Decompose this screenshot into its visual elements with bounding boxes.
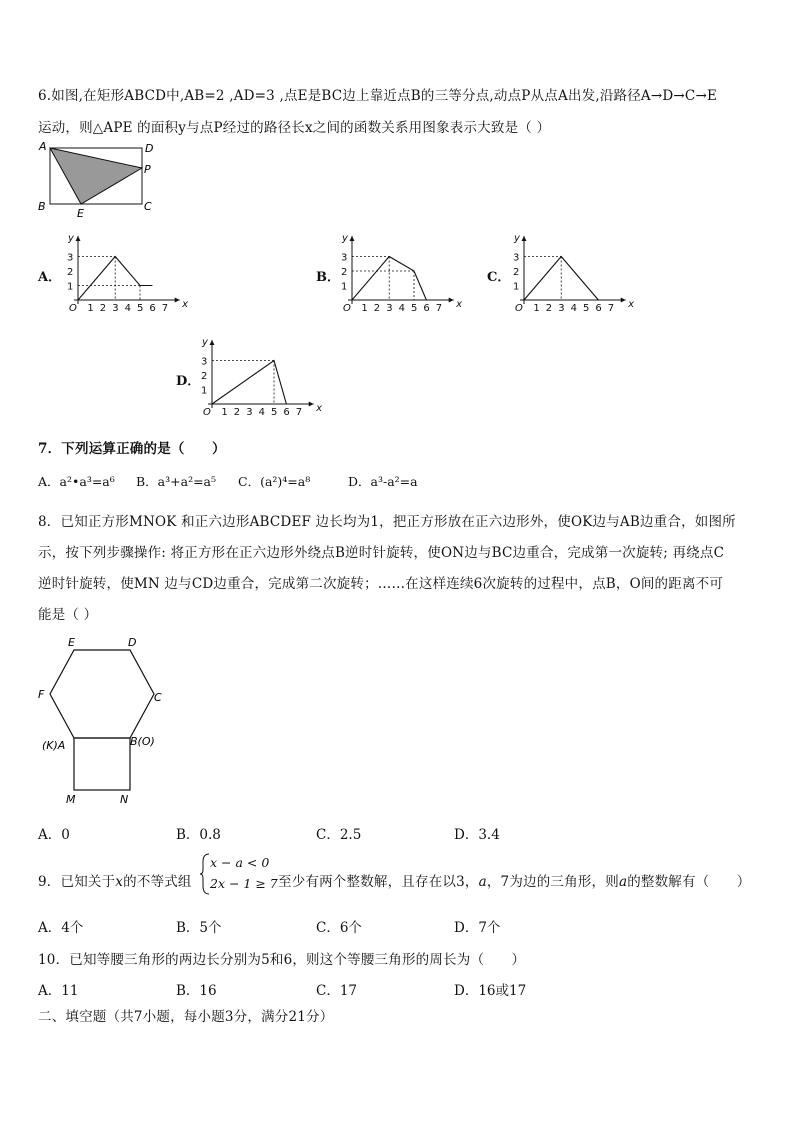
x-axis-label: x xyxy=(456,299,463,310)
q9-var-a2: a xyxy=(618,874,628,890)
q9-ineq1: x − a < 0 xyxy=(210,855,270,870)
q9-post1: 至少有两个整数解，且存在以3， xyxy=(278,874,479,890)
x-tick-label: 5 xyxy=(583,303,590,314)
x-tick-label: 4 xyxy=(398,303,405,314)
q6-rectangle-figure xyxy=(36,138,166,220)
q8-label-BO: B(O) xyxy=(130,735,155,748)
q6-stem-line1: 6.如图,在矩形ABCD中,AB=2 ,AD=3 ,点E是BC边上靠近点B的三等分点,动点P从点A出发,沿路径A→D→C→E xyxy=(38,88,718,104)
x-tick-label: 4 xyxy=(124,303,131,314)
q6-stem-line2: 运动，则△APE 的面积y与点P经过的路径长x之间的函数关系用图象表示大致是（ ） xyxy=(38,120,551,136)
y-tick-label: 2 xyxy=(513,267,520,278)
x-tick-label: 3 xyxy=(386,303,393,314)
y-tick-label: 3 xyxy=(513,252,520,264)
q8-hexagon-square-figure xyxy=(34,632,174,810)
q9-option-b[interactable]: B．5个 xyxy=(176,920,222,936)
x-axis-label: x xyxy=(628,299,635,310)
q6-option-d-graph xyxy=(194,334,324,422)
x-axis-label: x xyxy=(316,403,323,414)
q6-option-c-label[interactable]: C． xyxy=(487,270,511,285)
q6-option-a-graph xyxy=(60,230,190,318)
q10-option-b[interactable]: B．16 xyxy=(176,983,217,999)
x-tick-label: 7 xyxy=(607,303,615,314)
q8-option-d[interactable]: D．3.4 xyxy=(454,827,500,843)
q8-label-KA: (K)A xyxy=(42,739,66,752)
q9-option-a[interactable]: A．4个 xyxy=(38,920,84,936)
q9-option-d[interactable]: D．7个 xyxy=(454,920,501,936)
q9-mid: 的不等式组 xyxy=(123,874,192,890)
x-tick-label: 5 xyxy=(137,303,144,314)
y-tick-label: 3 xyxy=(341,252,348,264)
y-axis-label: y xyxy=(514,233,520,244)
q6-label-P: P xyxy=(144,163,151,176)
q8-label-M: M xyxy=(66,793,76,806)
q6-option-b-label[interactable]: B． xyxy=(316,270,340,285)
y-tick-label: 3 xyxy=(67,252,74,264)
q7-option-d[interactable]: D．a³-a²=a xyxy=(348,474,418,489)
q10-stem: 10．已知等腰三角形的两边长分别为5和6，则这个等腰三角形的周长为（ ） xyxy=(38,952,526,968)
q9-post2: ，7为边的三角形，则 xyxy=(486,874,619,890)
q9-var-x: x xyxy=(115,874,124,890)
q9-stem-post xyxy=(278,870,751,890)
q8-label-N: N xyxy=(120,793,129,806)
x-tick-label: 6 xyxy=(595,303,602,314)
q6-label-E: E xyxy=(77,207,84,220)
q6-option-d-label[interactable]: D． xyxy=(176,374,201,389)
origin-label: O xyxy=(343,303,351,314)
q6-option-b-graph xyxy=(334,230,464,318)
x-tick-label: 2 xyxy=(233,407,241,418)
x-tick-label: 1 xyxy=(361,303,368,314)
y-tick-label: 2 xyxy=(341,267,348,278)
y-tick-label: 3 xyxy=(201,356,208,368)
q8-stem-line1: 8．已知正方形MNOK 和正六边形ABCDEF 边长均为1，把正方形放在正六边形外，使OK边与AB边重合，如图所 xyxy=(38,514,736,530)
q9-option-c[interactable]: C．6个 xyxy=(316,920,362,936)
q6-label-C: C xyxy=(144,200,152,213)
q8-option-a[interactable]: A．0 xyxy=(38,827,70,843)
x-tick-label: 6 xyxy=(149,303,156,314)
q10-option-c[interactable]: C．17 xyxy=(316,983,358,999)
x-tick-label: 7 xyxy=(435,303,443,314)
function-graph-line xyxy=(212,361,286,405)
q9-pre: 9．已知关于 xyxy=(38,874,116,890)
x-axis-label: x xyxy=(182,299,189,310)
q6-label-B: B xyxy=(38,200,46,213)
x-tick-label: 7 xyxy=(161,303,169,314)
y-tick-label: 1 xyxy=(513,281,520,293)
origin-label: O xyxy=(515,303,523,314)
q10-option-a[interactable]: A．11 xyxy=(38,983,79,999)
q6-label-D: D xyxy=(145,142,154,155)
y-tick-label: 2 xyxy=(67,267,74,278)
q8-label-C: C xyxy=(154,691,162,704)
q8-stem-line3: 逆时针旋转，使MN 边与CD边重合，完成第二次旋转；……在这样连续6次旋转的过程中，点B，O间的距离不可 xyxy=(38,576,724,592)
q9-post3: 的整数解有（ ） xyxy=(627,874,751,890)
x-tick-label: 2 xyxy=(373,303,381,314)
y-tick-label: 1 xyxy=(201,385,208,397)
y-arrow xyxy=(210,340,215,345)
q8-option-c[interactable]: C．2.5 xyxy=(316,827,362,843)
origin-label: O xyxy=(69,303,77,314)
q8-label-D: D xyxy=(128,636,137,649)
y-arrow xyxy=(76,236,81,241)
y-axis-label: y xyxy=(202,337,208,348)
q7-option-b[interactable]: B．a³+a²=a⁵ xyxy=(136,474,217,489)
y-tick-label: 2 xyxy=(201,371,208,382)
q6-option-a-label[interactable]: A． xyxy=(38,270,62,285)
x-tick-label: 3 xyxy=(246,407,253,418)
x-tick-label: 1 xyxy=(533,303,540,314)
q8-label-F: F xyxy=(38,688,45,701)
q7-stem: 7．下列运算正确的是（ ） xyxy=(38,441,226,457)
y-axis-label: y xyxy=(342,233,348,244)
x-arrow xyxy=(621,298,626,303)
q6-label-A: A xyxy=(39,140,47,153)
x-tick-label: 7 xyxy=(295,407,303,418)
section-2-heading: 二、填空题（共7小题，每小题3分，满分21分） xyxy=(38,1009,334,1025)
y-arrow xyxy=(522,236,527,241)
q8-option-b[interactable]: B．0.8 xyxy=(176,827,221,843)
q10-option-d[interactable]: D．16或17 xyxy=(454,983,527,999)
x-arrow xyxy=(449,298,454,303)
x-tick-label: 2 xyxy=(545,303,553,314)
x-tick-label: 2 xyxy=(99,303,107,314)
q9-stem-pre xyxy=(38,870,192,890)
q9-ineq2: 2x − 1 ≥ 7 xyxy=(210,876,278,891)
x-tick-label: 4 xyxy=(258,407,265,418)
q6-option-c-graph xyxy=(506,230,636,318)
y-tick-label: 1 xyxy=(341,281,348,293)
q7-option-a[interactable]: A．a²•a³=a⁶ xyxy=(38,474,115,489)
x-tick-label: 5 xyxy=(271,407,278,418)
x-tick-label: 3 xyxy=(558,303,565,314)
x-tick-label: 5 xyxy=(411,303,418,314)
x-tick-label: 1 xyxy=(87,303,94,314)
q9-var-a: a xyxy=(478,874,487,890)
y-arrow xyxy=(350,236,355,241)
y-tick-label: 1 xyxy=(67,281,74,293)
y-axis-label: y xyxy=(68,233,74,244)
x-arrow xyxy=(175,298,180,303)
x-tick-label: 4 xyxy=(570,303,577,314)
x-tick-label: 1 xyxy=(221,407,228,418)
x-tick-label: 6 xyxy=(423,303,430,314)
x-tick-label: 3 xyxy=(112,303,119,314)
q8-stem-line4: 能是（ ） xyxy=(38,607,98,623)
x-tick-label: 6 xyxy=(283,407,290,418)
x-arrow xyxy=(309,402,314,407)
q8-label-E: E xyxy=(68,636,75,649)
q8-stem-line2: 示，按下列步骤操作: 将正方形在正六边形外绕点B逆时针旋转，使ON边与BC边重合，完成第一次旋转; 再绕点C xyxy=(38,545,725,561)
q7-option-c[interactable]: C．(a²)⁴=a⁸ xyxy=(238,474,311,489)
origin-label: O xyxy=(203,407,211,418)
